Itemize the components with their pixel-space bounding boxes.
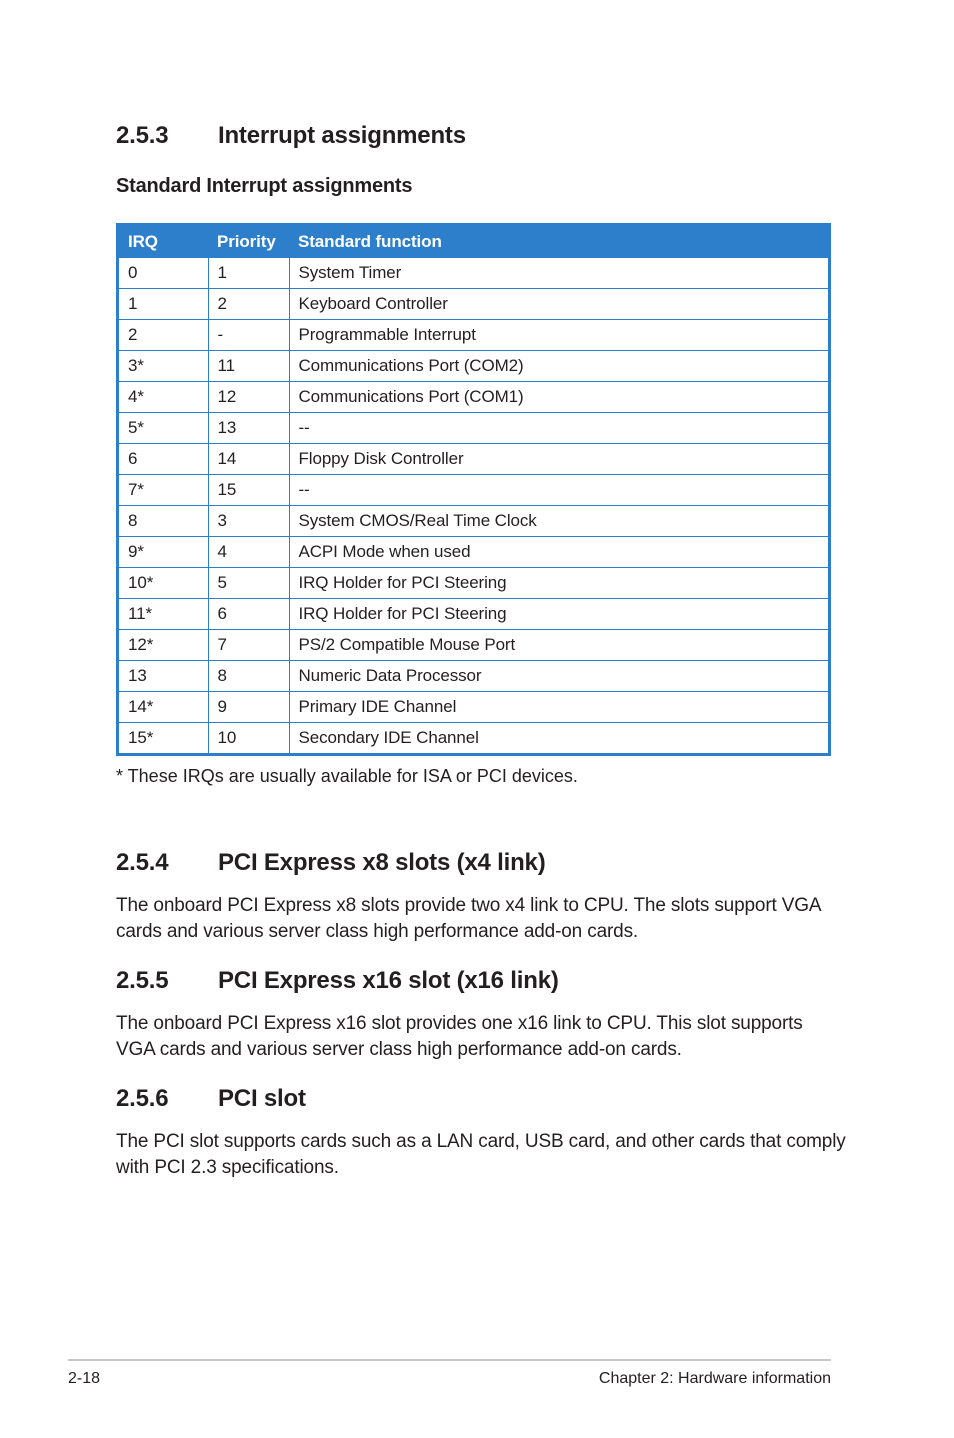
priority-cell: 7 <box>208 630 289 661</box>
priority-cell: 1 <box>208 258 289 289</box>
standard-function-cell: IRQ Holder for PCI Steering <box>289 599 830 630</box>
table-row <box>118 537 830 568</box>
table-row <box>118 630 830 661</box>
irq-cell: 1 <box>118 289 209 320</box>
table-row <box>118 444 830 475</box>
standard-function-cell: -- <box>289 475 830 506</box>
section-number: 2.5.3 <box>116 122 169 149</box>
priority-cell: - <box>208 320 289 351</box>
irq-cell: 7* <box>118 475 209 506</box>
standard-function-cell: Communications Port (COM2) <box>289 351 830 382</box>
irq-cell: 11* <box>118 599 209 630</box>
table-row <box>118 258 830 289</box>
priority-cell: 15 <box>208 475 289 506</box>
table-row <box>118 506 830 537</box>
standard-function-cell: Keyboard Controller <box>289 289 830 320</box>
column-header-irq: IRQ <box>118 225 209 258</box>
irq-cell: 0 <box>118 258 209 289</box>
irq-cell: 13 <box>118 661 209 692</box>
table-header-row <box>118 225 830 258</box>
table-row <box>118 661 830 692</box>
irq-cell: 5* <box>118 413 209 444</box>
standard-function-cell: System CMOS/Real Time Clock <box>289 506 830 537</box>
table-row <box>118 568 830 599</box>
table-row <box>118 289 830 320</box>
table-row <box>118 413 830 444</box>
standard-function-cell: Floppy Disk Controller <box>289 444 830 475</box>
standard-function-cell: ACPI Mode when used <box>289 537 830 568</box>
priority-cell: 5 <box>208 568 289 599</box>
standard-function-cell: PS/2 Compatible Mouse Port <box>289 630 830 661</box>
irq-cell: 10* <box>118 568 209 599</box>
irq-cell: 15* <box>118 723 209 755</box>
irq-cell: 3* <box>118 351 209 382</box>
irq-cell: 2 <box>118 320 209 351</box>
table-row <box>118 723 830 755</box>
section-2-5-4-body: The onboard PCI Express x8 slots provide two x4 link to CPU. The slots support VGA cards and various server class high performance add-on cards. <box>116 895 821 942</box>
section-title: PCI slot <box>218 1085 306 1112</box>
table-body <box>118 258 830 755</box>
standard-function-cell: System Timer <box>289 258 830 289</box>
standard-function-cell: IRQ Holder for PCI Steering <box>289 568 830 599</box>
priority-cell: 11 <box>208 351 289 382</box>
section-2-5-5-heading <box>116 967 559 995</box>
priority-cell: 4 <box>208 537 289 568</box>
section-number: 2.5.6 <box>116 1085 169 1112</box>
table-row <box>118 320 830 351</box>
standard-function-cell: Programmable Interrupt <box>289 320 830 351</box>
priority-cell: 10 <box>208 723 289 755</box>
irq-cell: 4* <box>118 382 209 413</box>
section-title: Interrupt assignments <box>218 122 466 149</box>
priority-cell: 2 <box>208 289 289 320</box>
irq-cell: 14* <box>118 692 209 723</box>
standard-function-cell: -- <box>289 413 830 444</box>
column-header-priority: Priority <box>208 225 289 258</box>
section-2-5-4-heading <box>116 849 545 877</box>
priority-cell: 8 <box>208 661 289 692</box>
standard-function-cell: Numeric Data Processor <box>289 661 830 692</box>
section-title: PCI Express x8 slots (x4 link) <box>218 849 546 876</box>
table-row <box>118 382 830 413</box>
priority-cell: 9 <box>208 692 289 723</box>
section-title: PCI Express x16 slot (x16 link) <box>218 967 559 994</box>
section-number: 2.5.5 <box>116 967 169 994</box>
page-number: 2-18 <box>68 1370 101 1387</box>
chapter-title: Chapter 2: Hardware information <box>598 1370 831 1387</box>
table-row <box>118 351 830 382</box>
priority-cell: 6 <box>208 599 289 630</box>
standard-function-cell: Secondary IDE Channel <box>289 723 830 755</box>
irq-cell: 8 <box>118 506 209 537</box>
table-caption: Standard Interrupt assignments <box>116 175 413 197</box>
table-row <box>118 599 830 630</box>
table-footnote: * These IRQs are usually available for ISA or PCI devices. <box>116 766 578 786</box>
standard-function-cell: Communications Port (COM1) <box>289 382 830 413</box>
interrupt-table <box>116 223 831 756</box>
table-row <box>118 475 830 506</box>
priority-cell: 3 <box>208 506 289 537</box>
section-number: 2.5.4 <box>116 849 169 876</box>
footer-divider <box>68 1359 831 1361</box>
irq-cell: 6 <box>118 444 209 475</box>
irq-cell: 12* <box>118 630 209 661</box>
section-2-5-3-heading <box>116 122 466 150</box>
table-row <box>118 692 830 723</box>
priority-cell: 13 <box>208 413 289 444</box>
column-header-standard-function: Standard function <box>289 225 830 258</box>
section-2-5-6-heading <box>116 1085 306 1113</box>
section-2-5-6-body: The PCI slot supports cards such as a LAN card, USB card, and other cards that comply with PCI 2.3 specifications. <box>116 1131 846 1178</box>
priority-cell: 12 <box>208 382 289 413</box>
priority-cell: 14 <box>208 444 289 475</box>
section-2-5-5-body: The onboard PCI Express x16 slot provides one x16 link to CPU. This slot supports VGA cards and various server class high performance add-on cards. <box>116 1013 803 1060</box>
irq-cell: 9* <box>118 537 209 568</box>
standard-function-cell: Primary IDE Channel <box>289 692 830 723</box>
